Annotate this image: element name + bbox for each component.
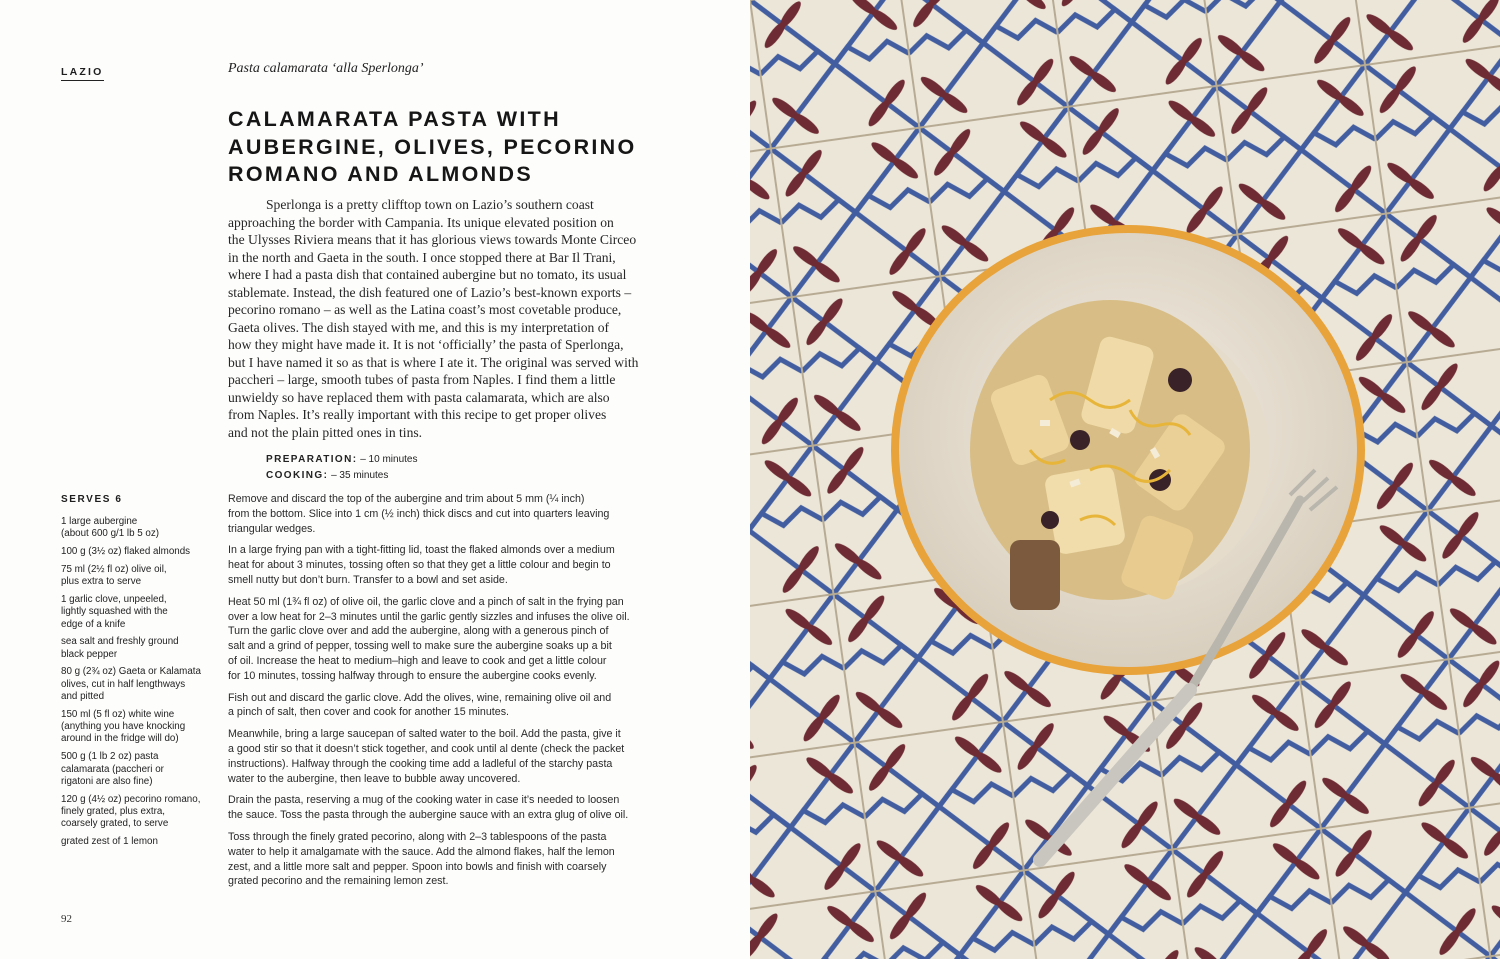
cooking-time (266, 468, 417, 484)
ingredient-line: 500 g (1 lb 2 oz) pasta (61, 751, 159, 763)
method-line: Remove and discard the top of the aubergine and trim about 5 mm (¼ inch) (228, 493, 585, 505)
ingredient-line: calamarata (paccheri or (61, 763, 164, 775)
ingredient-line: (about 600 g/1 lb 5 oz) (61, 528, 160, 540)
ingredient-line: around in the fridge will do) (61, 733, 179, 745)
method-line: of oil. Increase the heat to medium–high and leave to cook and get a little colour (228, 654, 607, 667)
ingredient-line: rigatoni are also fine) (61, 775, 153, 787)
ingredient-line: 120 g (4½ oz) pecorino romano, (61, 793, 201, 805)
method-line: a good stir so that it doesn’t stick together, and cook until al dente (check the packet (228, 742, 625, 755)
ingredient-line: finely grated, plus extra, (61, 805, 166, 817)
ingredient-line: 150 ml (5 fl oz) white wine (61, 708, 175, 720)
ingredient-line: plus extra to serve (61, 576, 142, 588)
cooking-label: COOKING: (266, 470, 329, 481)
method-line: triangular wedges. (228, 522, 316, 535)
method-line: zest, and a little more salt and pepper. Spoon into bowls and finish with coarsely (228, 860, 607, 873)
method-line: Toss through the finely grated pecorino, along with 2–3 tablespoons of the pasta (228, 830, 607, 843)
method-line: Fish out and discard the garlic clove. Add the olives, wine, remaining olive oil and (228, 691, 612, 704)
ingredient-item (61, 709, 216, 746)
method-line: smell nutty but don’t burn. Transfer to a bowl and set aside. (228, 573, 508, 586)
recipe-title-line: CALAMARATA PASTA WITH (228, 107, 561, 131)
intro-line: approaching the border with Campania. Its unique elevated position on (228, 214, 614, 230)
ingredient-line: olives, cut in half lengthways (61, 678, 186, 690)
ingredient-line: and pitted (61, 691, 105, 703)
recipe-title-line: AUBERGINE, OLIVES, PECORINO (228, 134, 637, 159)
serves-heading: SERVES 6 (61, 494, 123, 505)
ingredient-line: grated zest of 1 lemon (61, 836, 158, 848)
ingredient-item (61, 836, 216, 848)
method-line: water to the aubergine, then leave to bubble away uncovered. (228, 772, 521, 785)
method-line: instructions). Halfway through the cooking time add a ladleful of the starchy pasta (228, 757, 613, 770)
recipe-title-line: ROMANO AND ALMONDS (228, 162, 533, 186)
intro-line: Sperlonga is a pretty clifftop town on Lazio’s southern coast (266, 197, 594, 212)
ingredient-line: lightly squashed with the (61, 606, 168, 618)
cooking-value: – 35 minutes (331, 470, 389, 481)
method-line: over a low heat for 2–3 minutes until the garlic gently sizzles and infuses the olive oil. (228, 610, 630, 623)
method-line: for 10 minutes, tossing halfway through to ensure the aubergine cooks evenly. (228, 669, 597, 682)
method-line: Heat 50 ml (1¾ fl oz) of olive oil, the garlic clove and a pinch of salt in the frying pan (228, 595, 624, 608)
ingredient-item (61, 666, 216, 703)
intro-line: stablemate. Instead, the dish featured one of Lazio’s best-known exports – (228, 284, 632, 300)
intro-line: but I have named it so as that is where I ate it. The original was served with (228, 354, 639, 370)
method-steps (228, 492, 658, 896)
method-line: Meanwhile, bring a large saucepan of salted water to the boil. Add the pasta, give it (228, 728, 621, 741)
ingredient-item (61, 594, 216, 631)
method-line: Drain the pasta, reserving a mug of the cooking water in case it’s needed to loosen (228, 794, 620, 807)
ingredient-item (61, 516, 216, 541)
method-step (228, 595, 658, 684)
method-line: water to help it amalgamate with the sauce. Add the almond flakes, half the lemon (228, 845, 615, 858)
intro-line: Gaeta olives. The dish stayed with me, and this is my interpretation of (228, 319, 610, 335)
recipe-title (228, 106, 708, 189)
method-line: heat for about 3 minutes, tossing often so that they get a little colour and begin to (228, 559, 611, 572)
ingredient-line: 1 garlic clove, unpeeled, (61, 593, 167, 605)
intro-line: unwieldy so have replaced them with pasta calamarata, which are also (228, 389, 610, 405)
method-line: Turn the garlic clove over and add the aubergine, along with a generous pinch of (228, 625, 609, 638)
ingredient-item (61, 546, 216, 558)
intro-line: where I had a pasta dish that contained aubergine but no tomato, its usual (228, 267, 627, 282)
ingredient-item (61, 794, 216, 831)
ingredient-line: coarsely grated, to serve (61, 818, 169, 830)
ingredient-line: (anything you have knocking (61, 721, 186, 733)
recipe-introduction (228, 196, 656, 441)
intro-line: pecorino romano – as well as the Latina coast’s most covetable produce, (228, 302, 622, 317)
preparation-label: PREPARATION: (266, 454, 358, 465)
preparation-time (266, 452, 417, 468)
method-line: a pinch of salt, then cover and cook for another 15 minutes. (228, 706, 510, 719)
intro-line: from Naples. It’s really important with this recipe to get proper olives (228, 407, 607, 422)
ingredient-item (61, 636, 216, 661)
recipe-timing (266, 452, 417, 484)
ingredient-item (61, 564, 216, 589)
ingredient-line: 75 ml (2½ fl oz) olive oil, (61, 563, 167, 575)
ingredient-line: 100 g (3½ oz) flaked almonds (61, 546, 191, 558)
intro-line: how they might have made it. It is not ‘officially’ the pasta of Sperlonga, (228, 337, 624, 352)
method-line: In a large frying pan with a tight-fitting lid, toast the flaked almonds over a medium (228, 544, 615, 557)
intro-line: the Ulysses Riviera means that it has glorious views towards Monte Circeo (228, 232, 637, 247)
page-number: 92 (61, 913, 72, 925)
method-step (228, 793, 658, 823)
intro-line: paccheri – large, smooth tubes of pasta from Naples. I find them a little (228, 372, 616, 387)
ingredient-item (61, 751, 216, 788)
method-line: salt and a grind of pepper, tossing well to make sure the aubergine soaks up a bit (228, 640, 612, 653)
photo-illustration (750, 0, 1500, 959)
ingredient-line: sea salt and freshly ground (61, 636, 179, 648)
ingredient-line: edge of a knife (61, 618, 126, 630)
intro-line: and not the plain pitted ones in tins. (228, 424, 423, 440)
preparation-value: – 10 minutes (360, 454, 418, 465)
recipe-italian-name: Pasta calamarata ‘alla Sperlonga’ (228, 61, 424, 76)
method-step (228, 492, 658, 536)
method-line: grated pecorino and the remaining lemon zest. (228, 875, 449, 888)
intro-line: in the north and Gaeta in the south. I once stopped there at Bar Il Trani, (228, 249, 616, 265)
method-line: from the bottom. Slice into 1 cm (½ inch) thick discs and cut into quarters leaving (228, 507, 610, 520)
method-step (228, 830, 658, 889)
pasta-dish-photo (750, 0, 1500, 959)
ingredient-line: 1 large aubergine (61, 516, 138, 527)
ingredient-line: 80 g (2¾ oz) Gaeta or Kalamata (61, 666, 201, 678)
ingredients-list (61, 516, 216, 854)
method-step (228, 727, 658, 786)
method-step (228, 691, 658, 721)
ingredient-line: black pepper (61, 648, 118, 660)
region-label: LAZIO (61, 66, 104, 81)
method-line: the sauce. Toss the pasta through the aubergine sauce with an extra glug of olive oil. (228, 809, 629, 822)
method-step (228, 543, 658, 587)
